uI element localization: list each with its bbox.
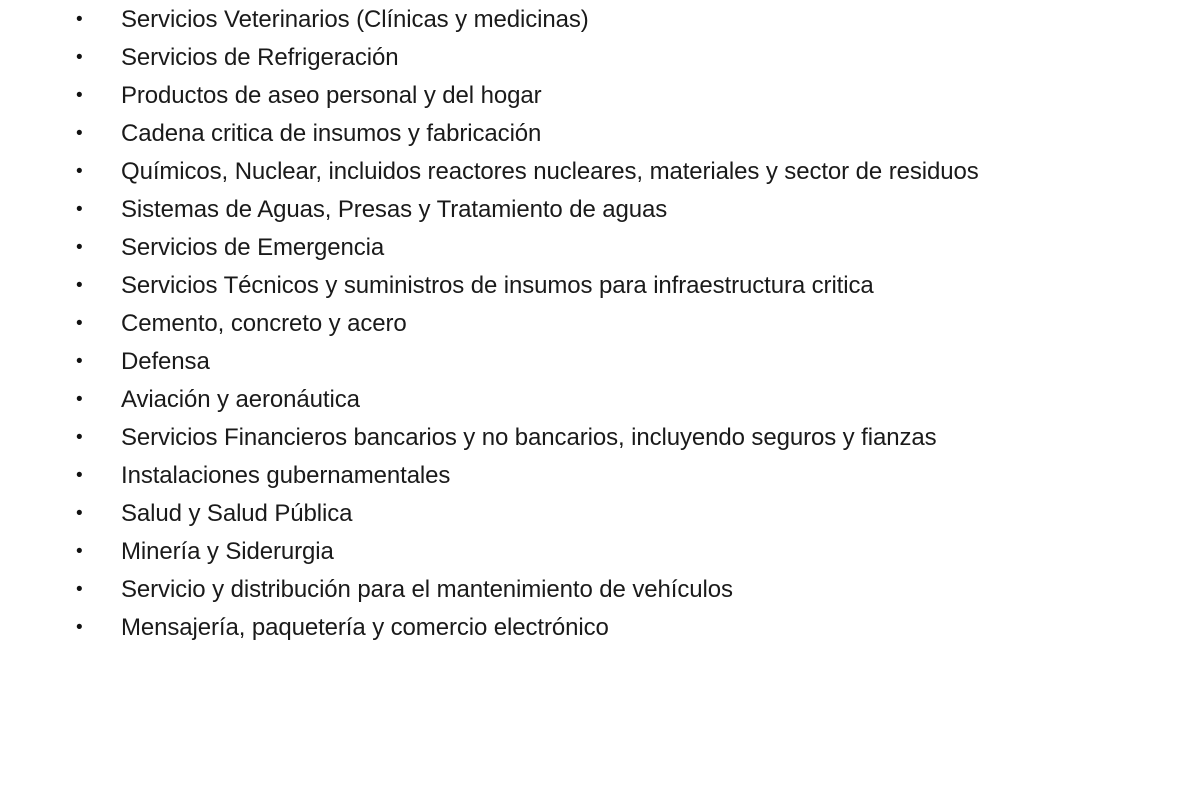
list-item-label: Defensa (121, 348, 210, 375)
bullet-point-icon: • (76, 313, 83, 334)
list-item-label: Químicos, Nuclear, incluidos reactores nucleares, materiales y sector de residuos (121, 158, 979, 185)
bullet-point-icon: • (76, 541, 83, 562)
list-item (0, 571, 1200, 609)
list-item-label: Mensajería, paquetería y comercio electrónico (121, 614, 609, 641)
list-item (0, 77, 1200, 115)
list-item (0, 153, 1200, 191)
list-item-label: Servicios Técnicos y suministros de insumos para infraestructura critica (121, 272, 874, 299)
bullet-point-icon: • (76, 199, 83, 220)
list-item (0, 381, 1200, 419)
list-item (0, 115, 1200, 153)
list-item (0, 267, 1200, 305)
list-item-label: Cemento, concreto y acero (121, 310, 407, 337)
list-item (0, 305, 1200, 343)
list-item (0, 229, 1200, 267)
list-item-label: Servicios Financieros bancarios y no bancarios, incluyendo seguros y fianzas (121, 424, 937, 451)
list-item-label: Servicios Veterinarios (Clínicas y medicinas) (121, 6, 589, 33)
list-item-label: Cadena critica de insumos y fabricación (121, 120, 542, 147)
bullet-point-icon: • (76, 161, 83, 182)
bullet-point-icon: • (76, 503, 83, 524)
list-item-label: Servicios de Refrigeración (121, 44, 399, 71)
list-item (0, 1, 1200, 39)
list-item-label: Aviación y aeronáutica (121, 386, 360, 413)
bullet-point-icon: • (76, 123, 83, 144)
list-item (0, 609, 1200, 647)
bullet-point-icon: • (76, 579, 83, 600)
list-item (0, 39, 1200, 77)
list-item-label: Salud y Salud Pública (121, 500, 353, 527)
bullet-point-icon: • (76, 465, 83, 486)
list-item (0, 191, 1200, 229)
bullet-point-icon: • (76, 85, 83, 106)
bullet-point-icon: • (76, 617, 83, 638)
bullet-point-icon: • (76, 237, 83, 258)
bullet-point-icon: • (76, 427, 83, 448)
bullet-point-icon: • (76, 47, 83, 68)
list-item (0, 495, 1200, 533)
list-item (0, 419, 1200, 457)
list-item (0, 533, 1200, 571)
bullet-point-icon: • (76, 351, 83, 372)
list-item-label: Instalaciones gubernamentales (121, 462, 451, 489)
list-item-label: Servicios de Emergencia (121, 234, 385, 261)
bullet-point-icon: • (76, 9, 83, 30)
list-item (0, 343, 1200, 381)
list-item-label: Minería y Siderurgia (121, 538, 334, 565)
sector-bullet-list (0, 1, 1200, 647)
bullet-point-icon: • (76, 275, 83, 296)
bullet-point-icon: • (76, 389, 83, 410)
list-item (0, 457, 1200, 495)
list-item-label: Servicio y distribución para el mantenimiento de vehículos (121, 576, 733, 603)
list-item-label: Sistemas de Aguas, Presas y Tratamiento de aguas (121, 196, 668, 223)
list-item-label: Productos de aseo personal y del hogar (121, 82, 542, 109)
